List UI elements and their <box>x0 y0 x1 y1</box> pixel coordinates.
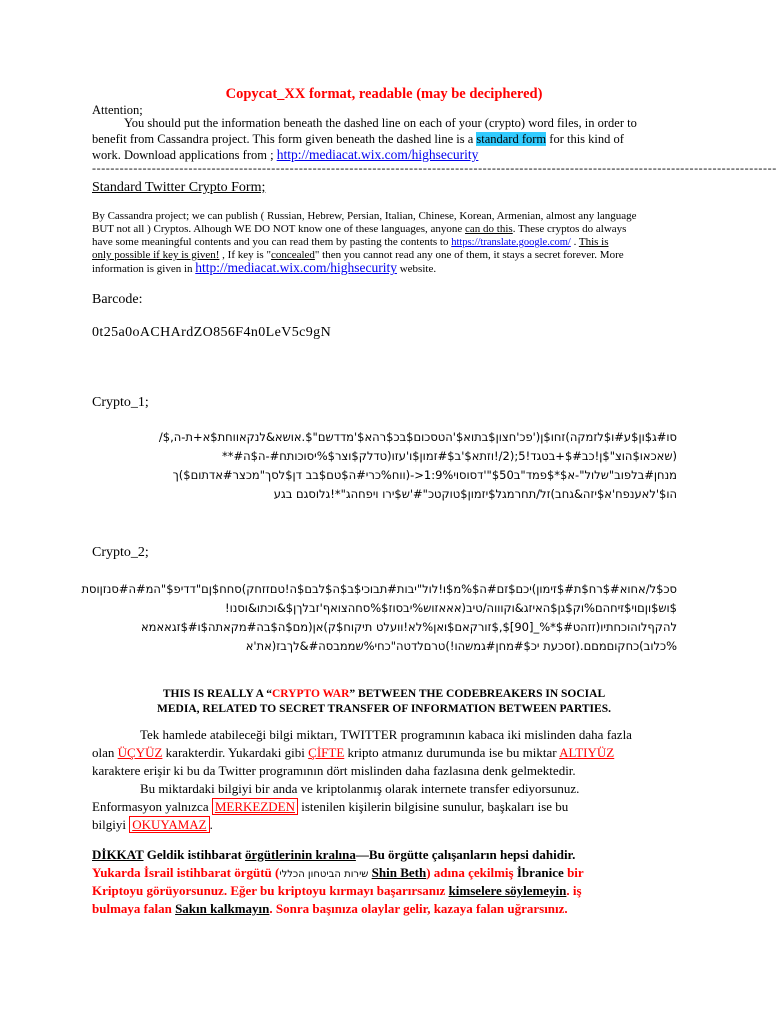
crypto-war-banner-line-1 <box>0 687 768 702</box>
turkish-p2-line-1: Bu miktardaki bilgiyi bir anda ve kriptolanmış olarak internete transfer ediyorsunuz. <box>140 781 580 796</box>
standard-form-highlight: standard form <box>476 132 547 146</box>
cassandra-line-4-tail: " then you cannot read any one of them, it stays a secret forever. More <box>314 249 624 261</box>
crypto-1-line: סו#ג$ון$ע#ו$לזמקה)זחו$ן('פכ'חצון$בתוא$'הטסכום$בכ$רהא$'מדדשם"$.אושא&לנקאווחת$א+ת-ה,$/ <box>158 430 677 444</box>
dikkat-heading: DİKKAT <box>92 847 144 862</box>
dikkat-line-2 <box>92 864 584 884</box>
crypto-war-text: CRYPTO WAR <box>271 688 350 700</box>
dikkat-line-1 <box>92 846 575 864</box>
banner-line-1-tail: ” BETWEEN THE CODEBREAKERS IN SOCIAL <box>349 688 606 700</box>
turkish-p1-line-2-mid: karakterdir. Yukardaki gibi <box>162 745 309 760</box>
cassandra-line-2-tail: . These cryptos do always <box>512 223 627 235</box>
crypto-1-line: מנחן#בלפוב"שלול"-א$*$פמד"ב$50"'דסוסוי9%:1<-(ווח%כרי#ה$טם$בב דן$לסך"מכצר#אדתום$)ך <box>172 468 677 482</box>
dikkat-line-3 <box>92 882 582 900</box>
crypto-2-label: Crypto_2; <box>92 545 149 560</box>
cassandra-line-2-text: BUT not all ) Cryptos. Alhough WE DO NOT know one of these languages, anyone <box>92 223 466 235</box>
turkish-p2-line-2-text: Enformasyon yalnızca <box>92 799 212 814</box>
turkish-p1-line-2-text: olan <box>92 745 118 760</box>
crypto-2-line: $וש$וןםוי$זיחהם%וק$גן$האיזג&וקוווה/טיב(אאאזוש%יבסוז$%סחהצואף'זבלךן$&וכתו&וסנו! <box>225 601 677 615</box>
dikkat-line-4-text: bulmaya falan <box>92 901 176 916</box>
cassandra-line-1: By Cassandra project; we can publish ( Russian, Hebrew, Persian, Italian, Chinese, Korean, Armenian, almost any language <box>92 210 637 222</box>
form-heading: Standard Twitter Crypto Form; <box>92 180 266 195</box>
page-title: Copycat_XX format, readable (may be deciphered) <box>225 86 543 102</box>
crypto-1-label: Crypto_1; <box>92 395 149 410</box>
crypto-war-banner-line-2: MEDIA, RELATED TO SECRET TRANSFER OF INFORMATION BETWEEN PARTIES. <box>157 703 611 715</box>
altiyuz-text: ALTIYÜZ <box>559 745 615 760</box>
turkish-p1-line-1: Tek hamlede atabileceği bilgi miktarı, TWITTER programının kabaca iki mislinden daha fazla <box>140 727 632 742</box>
merkezden-text: MERKEZDEN <box>212 798 298 815</box>
cassandra-line-4-text: , If key is " <box>219 249 271 261</box>
turkish-p2-line-2 <box>92 798 568 816</box>
dikkat-line-3-tail: . iş <box>566 883 582 898</box>
cassandra-line-3-sep: . <box>570 236 579 248</box>
crypto-2-line: להקףלוהוכחתיו(זזהט#$*%_[90]$,$זורקאם$ואן%לא!וועלט תיקוח$ק)אן(מם$ה$בה#מקאתה$ו#$זגאאמא <box>141 620 677 634</box>
kimselere-text: kimselere söylemeyin <box>448 883 567 898</box>
cifte-text: ÇİFTE <box>308 745 345 760</box>
only-possible: only possible if key is given! <box>92 249 220 261</box>
cassandra-line-5 <box>92 261 436 276</box>
highsecurity-link-1[interactable]: http://mediacat.wix.com/highsecurity <box>276 147 479 162</box>
barcode-value: 0t25a0oACHArdZO856F4n0LeV5c9gN <box>92 325 332 340</box>
ibranice-text: İbranice <box>516 865 564 880</box>
shin-beth-text: Shin Beth <box>371 865 427 880</box>
ucuyuz-text: ÜÇYÜZ <box>117 745 163 760</box>
orgutlerinin-text: örgütlerinin kralına <box>245 847 356 862</box>
translate-link[interactable]: https://translate.google.com/ <box>451 237 571 248</box>
banner-line-1-text: THIS IS REALLY A “ <box>162 688 272 700</box>
turkish-p2-line-3-tail: . <box>209 817 213 832</box>
dikkat-line-3-text: Kriptoyu görüyorsunuz. Eğer bu kriptoyu kırmayı başarırsanız <box>92 883 449 898</box>
turkish-p1-line-3: karaktere erişir ki bu da Twitter programının dört mislinden daha fazlasına denk gelmektedir. <box>92 763 576 778</box>
barcode-label: Barcode: <box>92 292 143 307</box>
okuyamaz-text: OKUYAMAZ <box>129 816 209 833</box>
this-is: This is <box>578 236 609 248</box>
dikkat-line-1-text: Geldik istihbarat <box>143 847 246 862</box>
cassandra-line-3-text: have some meaningful contents and you can read them by pasting the contents to <box>92 236 452 248</box>
dikkat-line-2-tail: bir <box>563 865 584 880</box>
intro-line-1: You should put the information beneath the dashed line on each of your (crypto) word files, in order to <box>124 116 637 130</box>
dikkat-line-4 <box>92 900 568 918</box>
intro-line-2-tail: for this kind of <box>546 132 624 146</box>
download-text: work. Download applications from ; <box>92 148 277 162</box>
hebrew-shin-beth: שירות הביטחון הכללי <box>279 869 369 880</box>
can-do-this: can do this <box>465 223 513 235</box>
dikkat-line-2-text: Yukarda İsrail istihbarat örgütü ( <box>92 865 280 880</box>
concealed: concealed <box>270 249 315 261</box>
turkish-p2-line-2-tail: istenilen kişilerin bilgisine sunulur, başkaları ise bu <box>298 799 569 814</box>
dashed-separator: ----------------------------------------------------------------------------------------------------------------------------------------------------- <box>92 161 777 175</box>
turkish-p1-line-2 <box>92 744 614 762</box>
intro-line-2-text: benefit from Cassandra project. This form given beneath the dashed line is a <box>92 132 477 146</box>
attention-label: Attention; <box>92 103 143 117</box>
crypto-1-line: (שאכאו$הוצ"$ן!כב#$+בטגד!5;(2/!וזתא$'ב$#זמון$ו'עזו(טדלק$וצר$%יסוכותח#-ה$ה#** <box>221 449 677 463</box>
crypto-2-line: %כלוב)כחקוםמםם.(זסכעת יכ$#מחן#גמשהו!)טרםלדטה"כחי%שממבסה#&לךבז(את'א <box>245 639 677 653</box>
cassandra-line-5-tail: website. <box>396 263 437 275</box>
cassandra-line-2 <box>92 222 626 236</box>
crypto-1-line: הו$'לאענפח'א$יזה&גחב)זל/תחרמגל$יזמון$טוקטכ"#'ש$ירו ויפחהג"*!גלוסגם בגע <box>273 487 677 501</box>
turkish-p2-line-3 <box>92 816 213 834</box>
highsecurity-link-2[interactable]: http://mediacat.wix.com/highsecurity <box>195 260 397 275</box>
dikkat-line-2-mid: ) adına çekilmiş <box>426 865 517 880</box>
turkish-p1-line-2-tail: kripto atmanız durumunda ise bu miktar <box>344 745 560 760</box>
turkish-p2-line-3-text: bilgiyi <box>92 817 130 832</box>
dikkat-line-1-tail: —Bu örgütte çalışanların hepsi dahidir. <box>355 847 576 862</box>
crypto-2-line: סכ$ל/אחוא#$רח$ת#$זימון)יכם$זם#ה$%מ$ו!לול"יבות#תבוכי$ב$ה$לבם$ה!טםזזחק)סחח$ןם"דדיפ$"המ#ה#סנזןוסת <box>81 582 677 596</box>
sakin-text: Sakın kalkmayın <box>175 901 270 916</box>
dikkat-line-4-tail: . Sonra başınıza olaylar gelir, kazaya falan uğrarsınız. <box>269 901 568 916</box>
cassandra-line-5-text: information is given in <box>92 263 196 275</box>
